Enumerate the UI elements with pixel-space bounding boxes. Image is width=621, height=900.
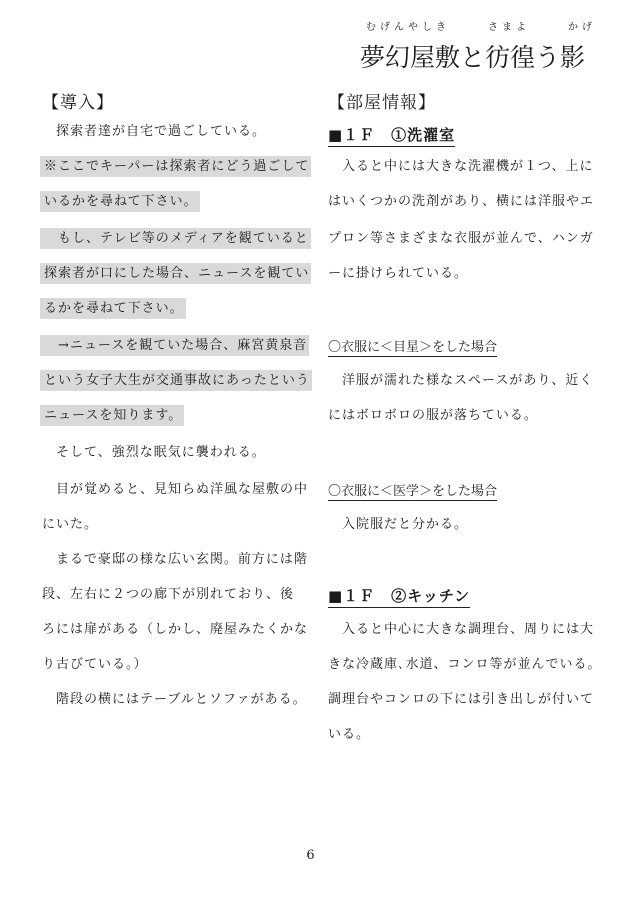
keeper-note-highlight: 探索者が口にした場合、ニュースを観てい bbox=[40, 263, 311, 284]
intro-line bbox=[40, 371, 312, 393]
keeper-note-highlight: ※ここでキーパーは探索者にどう過ごして bbox=[40, 156, 311, 177]
room-line: にはボロボロの服が落ちている。 bbox=[328, 408, 538, 423]
page-number: 6 bbox=[306, 848, 315, 863]
keeper-note-highlight: るかを尋ねて下さい。 bbox=[40, 298, 186, 319]
room-line: ーに掛けられている。 bbox=[328, 266, 469, 281]
room-line: プロン等さまざまな衣服が並んで、ハンガ bbox=[328, 231, 594, 246]
room-line: 入ると中には大きな洗濯機が１つ、上に bbox=[328, 159, 594, 174]
intro-line bbox=[40, 336, 309, 358]
intro-line: 目が覚めると、見知らぬ洋風な屋敷の中 bbox=[42, 482, 309, 497]
subheading-medicine: 〇衣服に＜医学＞をした場合 bbox=[328, 480, 497, 501]
intro-line: まるで豪邸の様な広い玄関。前方には階 bbox=[42, 552, 308, 567]
intro-line: ろには扉がある（しかし、廃屋みたくかな bbox=[42, 622, 309, 637]
intro-line bbox=[40, 264, 311, 286]
section-heading-intro: 【導入】 bbox=[42, 93, 114, 113]
intro-line: 階段の横にはテーブルとソファがある。 bbox=[42, 692, 307, 707]
keeper-note-highlight: いるかを尋ねて下さい。 bbox=[40, 191, 200, 212]
intro-line bbox=[40, 229, 311, 251]
intro-line: 段、左右に２つの廊下が別れており、後 bbox=[42, 587, 295, 602]
room-line: はいくつかの洗剤があり、横には洋服やエ bbox=[328, 194, 595, 209]
room-line: きな冷蔵庫､水道、コンロ等が並んでいる。 bbox=[328, 657, 602, 672]
keeper-note-highlight: ニュースを知ります。 bbox=[40, 405, 184, 426]
intro-line: そして、強烈な眠気に襲われる。 bbox=[42, 445, 266, 460]
room-heading-kitchen: ■１Ｆ ②キッチン bbox=[328, 585, 470, 608]
intro-line: 探索者達が自宅で過ごしている。 bbox=[42, 124, 267, 139]
keeper-note-highlight: という女子大生が交通事故にあったという bbox=[40, 370, 312, 391]
title-ruby-mugen: むげんやしき bbox=[366, 22, 450, 33]
intro-line bbox=[40, 406, 184, 428]
intro-line: にいた。 bbox=[42, 517, 99, 532]
scenario-title bbox=[360, 18, 600, 78]
room-line: 入院服だと分かる。 bbox=[328, 517, 469, 532]
title-ruby-samayo: さまよ bbox=[488, 22, 530, 33]
room-line: 調理台やコンロの下には引き出しが付いて bbox=[328, 692, 595, 707]
subheading-spot-hidden: 〇衣服に＜目星＞をした場合 bbox=[328, 336, 497, 357]
section-heading-room-info: 【部屋情報】 bbox=[328, 93, 436, 113]
title-text: 夢幻屋敷と彷徨う影 bbox=[360, 43, 586, 72]
room-line: いる。 bbox=[328, 727, 371, 742]
intro-line: り古びている。） bbox=[42, 657, 148, 672]
title-ruby-kage: かげ bbox=[568, 22, 596, 33]
room-line: 入ると中心に大きな調理台、周りには大 bbox=[328, 622, 595, 637]
intro-line bbox=[40, 192, 200, 214]
intro-line bbox=[40, 299, 186, 321]
intro-line bbox=[40, 157, 311, 179]
keeper-note-highlight: もし、テレビ等のメディアを観ていると bbox=[40, 228, 311, 249]
keeper-note-highlight: →ニュースを観ていた場合、麻宮黄泉音 bbox=[40, 335, 309, 356]
room-line: 洋服が濡れた様なスペースがあり、近く bbox=[328, 373, 594, 388]
room-heading-laundry: ■１Ｆ ①洗濯室 bbox=[328, 124, 455, 147]
